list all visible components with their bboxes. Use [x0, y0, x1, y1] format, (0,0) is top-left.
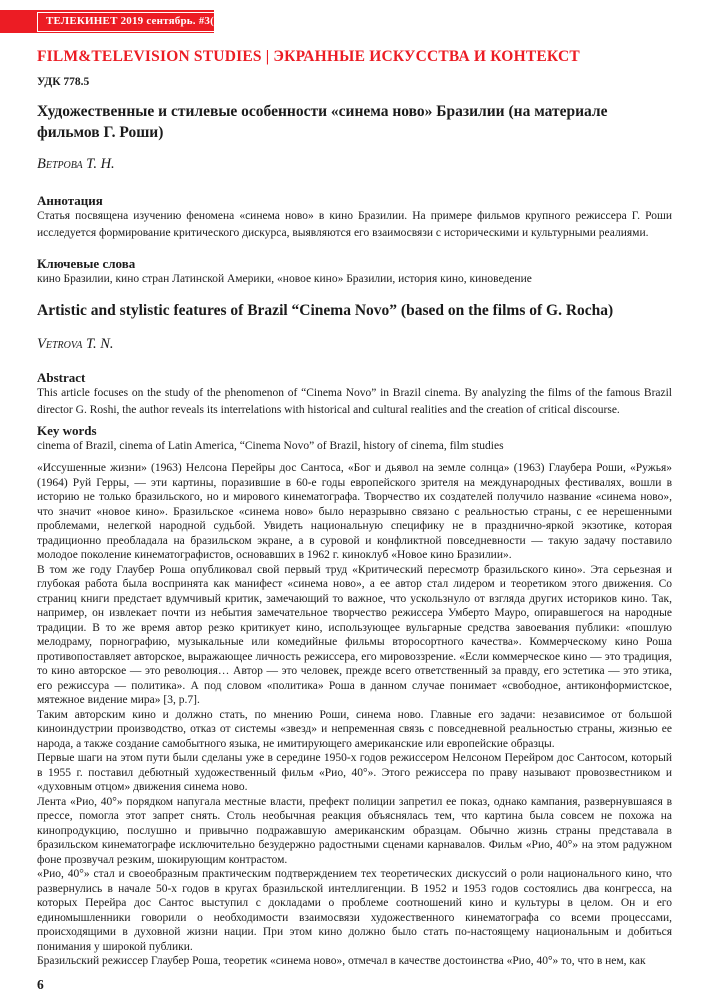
keywords-heading-ru: Ключевые слова [37, 256, 136, 271]
journal-banner [0, 10, 224, 33]
keywords-text-en: cinema of Brazil, cinema of Latin America, “Cinema Novo” of Brazil, history of cinema, film studies [37, 440, 504, 452]
author-name-en: Vetrova T. N. [37, 336, 114, 352]
body-paragraph: Первые шаги на этом пути были сделаны уже в середине 1950-х годов режиссером Нелсоном Перейром дос Сантосом, который в 1955 г. поставил дебютный художественный фильм «Рио, 40°». Этого режиссера по праву называют провозвестником и «духовным отцом» движения синема ново. [37, 752, 672, 793]
body-paragraph: Таким авторским кино и должно стать, по мнению Роши, синема ново. Главные его задачи: независимое от большой киноиндустрии производство, отказ от системы «звезд» и непременная связь с повседневной реальностью страны, жизнью ее народа, а также создание самобытного языка, не имитирующего американские или европейские образцы. [37, 708, 672, 750]
body-paragraph: «Иссушенные жизни» (1963) Нелсона Перейры дос Сантоса, «Бог и дьявол на земле солнца» (1963) Глаубера Роши, «Ружья» (1964) Руй Герры, — эти картины, поразившие в 60-е годы европейского зрителя на международных фестивалях, вошли в историю не только бразильского, но и мирового кинематографа. Творчество их создателей получило название «синема ново», что значит «новое кино». Бразильское «синема ново» было неразрывно связано с реальностью страны, с ее нерешенными проблемами, нелегкой народной судьбой. Увидеть национальную специфику не в празднично-яркой экзотике, которая традиционно преобладала на бразильском экране, а в суровой и конфликтной повседневности — такую задачу поставило молодое поколение кинематографистов, основавших в 1962 г. киноклуб «Новое кино Бразилии». [37, 462, 672, 561]
body-paragraph: Лента «Рио, 40°» порядком напугала местные власти, префект полиции запретил ее показ, однако кампания, развернувшаяся в прессе, помогла этот запрет снять. Столь необычная реакция объяснялась тем, что картина была совсем не похожа на кинопродукцию, послушно и привычно подражавшую американским образцам. Обычно жизнь страны представала в бразильском кинематографе исключительно безудержно радостными сценами карнавалов. Фильм «Рио, 40°» на этом радужном фоне прозвучал резким, шокирующим контрастом. [37, 795, 672, 866]
keywords-heading-en: Key words [37, 423, 97, 438]
abstract-text-en: This article focuses on the study of the phenomenon of “Cinema Novo” in Brazil cinema. By analyzing the films of the famous Brazil director G. Roshi, the author reveals its interrelations with historical and cultural realities and the creation of critical discourse. [37, 387, 672, 416]
article-title-ru: Художественные и стилевые особенности «синема ново» Бразилии (на материале фильмов Г. Роши) [37, 103, 608, 141]
journal-issue-label: ТЕЛЕКИНЕТ 2019 сентябрь. #3(8) [37, 12, 233, 32]
page-content [37, 33, 672, 993]
udc-code: УДК 778.5 [37, 76, 90, 88]
page-number: 6 [37, 976, 44, 992]
abstract-heading-en: Abstract [37, 370, 86, 385]
article-body [37, 461, 672, 969]
body-paragraph: Бразильский режиссер Глаубер Роша, теоретик «синема ново», отмечал в качестве достоинства «Рио, 40°» то, что в нем, как [37, 955, 646, 967]
author-name-ru: Ветрова Т. Н. [37, 156, 115, 172]
article-title-en: Artistic and stylistic features of Brazil “Cinema Novo” (based on the films of G. Rocha) [37, 302, 614, 319]
body-paragraph: «Рио, 40°» стал и своеобразным практическим подтверждением тех теоретических дискуссий о роли национального кино, что развернулись в начале 50-х годов в кругах бразильской интеллигенции. В 1952 и 1953 годов состоялись два конгресса, на которых Перейра дос Сантос выступил с докладами о проблеме соотношений кино и культуры в целом. Он и его единомышленники говорили о необходимости взаимосвязи художественного кинематографа со всеми процессами, происходящими в духовной жизни нации. При этом кино должно было стать по-настоящему национальным и добиться понимания у широкой публики. [37, 868, 672, 953]
body-paragraph: В том же году Глаубер Роша опубликовал свой первый труд «Критический пересмотр бразильского кино». Эта серьезная и глубокая работа была воспринята как манифест «синема ново», а ее автор стал лидером и теоретиком этого движения. Со страниц книги предстает вдумчивый критик, замечающий то важное, что ускользнуло от взгляда других историков кино. Так, например, он извлекает почти из небытия замечательное творчество режиссера Умберто Мауро, опиравшегося на народные традиции. В то же время автор резко критикует кино, использующее вульгарные средства завоевания публики: «пошлую мелодраму, порнографию, музыкальные или комедийные фильмы второсортного качества». Коммерческому кино Роша противопоставляет авторское, выражающее личность режиссера, его мировоззрение. «Если коммерческое кино — это традиция, то кино авторское — это революция… Автор — это человек, прежде всего ответственный за правду, его эстетика — это этика, его режиссура — политика». А под словом «политика» Роша в данном случае понимает «свободное, антиконформистское, мятежное видение мира» [3, p.7]. [37, 563, 672, 706]
section-header: FILM&TELEVISION STUDIES | ЭКРАННЫЕ ИСКУССТВА И КОНТЕКСТ [37, 48, 580, 65]
abstract-text-ru: Статья посвящена изучению феномена «синема ново» в кино Бразилии. На примере фильмов крупного режиссера Г. Роши исследуется формирование критического дискурса, выявляются его взаимосвязи с историческими и культурными реалиями. [37, 210, 672, 239]
keywords-text-ru: кино Бразилии, кино стран Латинской Америки, «новое кино» Бразилии, история кино, киноведение [37, 273, 532, 285]
abstract-heading-ru: Аннотация [37, 193, 103, 208]
